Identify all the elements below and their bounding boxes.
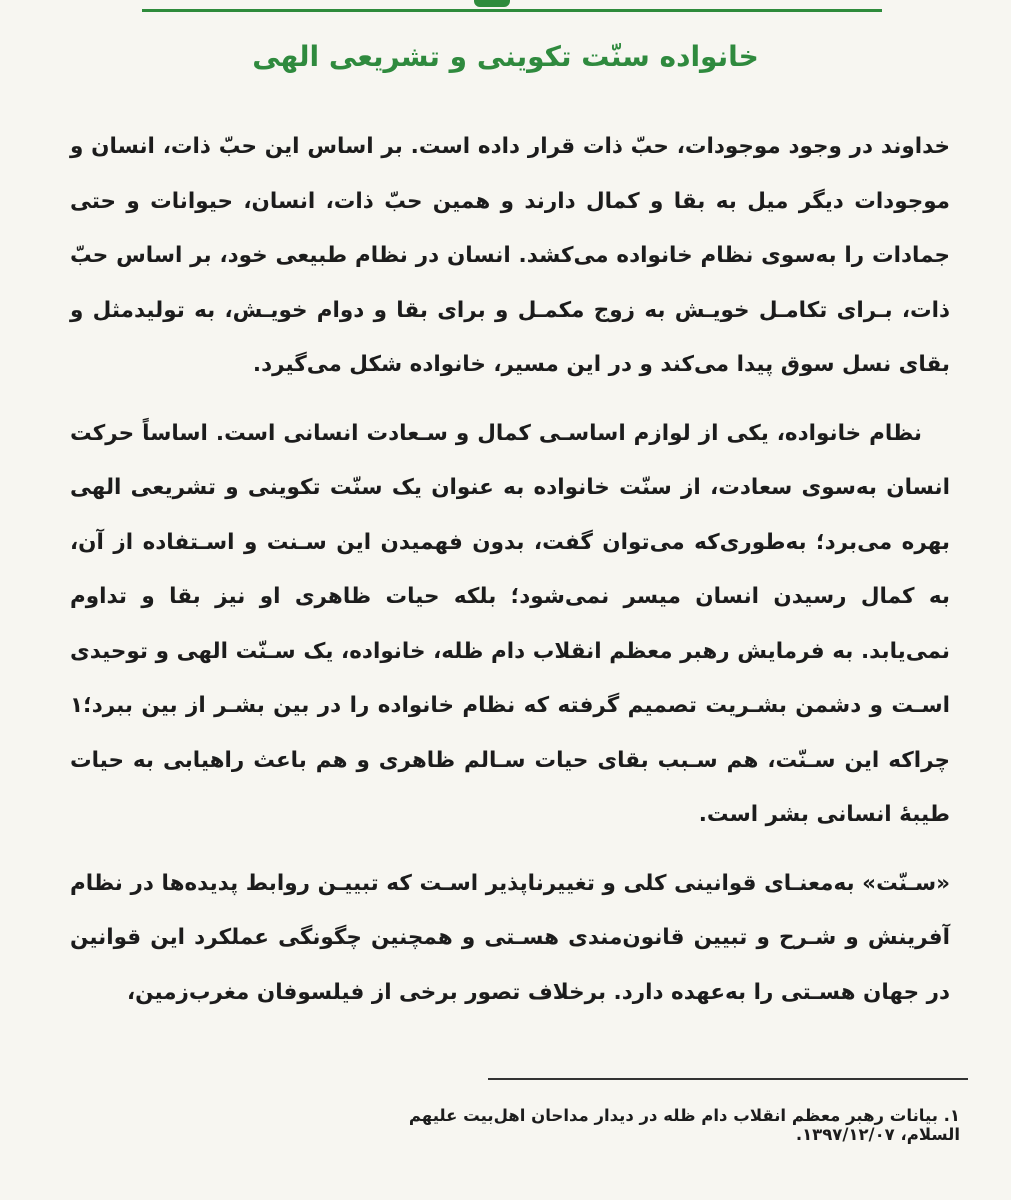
top-decorative-rule xyxy=(142,9,882,12)
paragraph-2: نظام خانواده، یکی از لوازم اساسـی کمال و سـعادت انسانی است. اساساً حرکت انسان به‌سوی سعادت، از سنّت خانواده به عنوان یک سنّت تکوینی و تشریعی الهی بهره می‌برد؛ به‌طوری‌که می‌توان گفت، بدون فهمیدن این سـنت و اسـتفاده از آن، به کمال رسیدن انسان میسر نمی‌شود؛ بلکه حیات ظاهری او نیز بقا و تداوم نمی‌یابد. به فرمایش رهبر معظم انقلاب دام ظله، خانواده، یک سـنّت الهی و توحیدی اسـت و دشمن بشـریت تصمیم گرفته که نظام خانواده را در بین بشـر از بین ببرد؛۱ چراکه این سـنّت، هم سـبب بقای حیات سـالم ظاهری و هم باعث راهیابی به حیات طیبۀ انسانی بشر است. xyxy=(70,420,950,827)
footnote: ۱. بیانات رهبر معظم انقلاب دام ظله در دیدار مداحان اهل‌بیت علیهم السلام، ۱۳۹۷/۱۲/۰۷. xyxy=(408,1106,960,1144)
paragraph-3: «سـنّت» به‌معنـای قوانینی کلی و تغییرناپذیر اسـت که تبییـن روابط پدیده‌ها در نظام آفرینش و شـرح و تبیین قانون‌مندی هسـتی و همچنین چگونگی عملکرد این قوانین در جهان هسـتی را به‌عهده دارد. برخلاف تصور برخی از فیلسوفان مغرب‌زمین، xyxy=(70,870,950,1005)
section-title: خانواده سنّت تکوینی و تشریعی الهی xyxy=(252,40,759,73)
page-number-tab xyxy=(474,0,510,7)
paragraph-1: خداوند در وجود موجودات، حبّ ذات قرار داده است. بر اساس این حبّ ذات، انسان و موجودات دیگر میل به بقا و کمال دارند و همین حبّ ذات، انسان، حیوانات و حتی جمادات را به‌سوی نظام خانواده می‌کشد. انسان در نظام طبیعی خود، بر اساس حبّ ذات، بـرای تکامـل خویـش به زوج مکمـل و برای بقا و دوام خویـش، به تولیدمثل و بقای نسل سوق پیدا می‌کند و در این مسیر، خانواده شکل می‌گیرد. xyxy=(70,134,950,377)
body-text xyxy=(70,120,950,1020)
footnote-separator xyxy=(488,1078,968,1080)
